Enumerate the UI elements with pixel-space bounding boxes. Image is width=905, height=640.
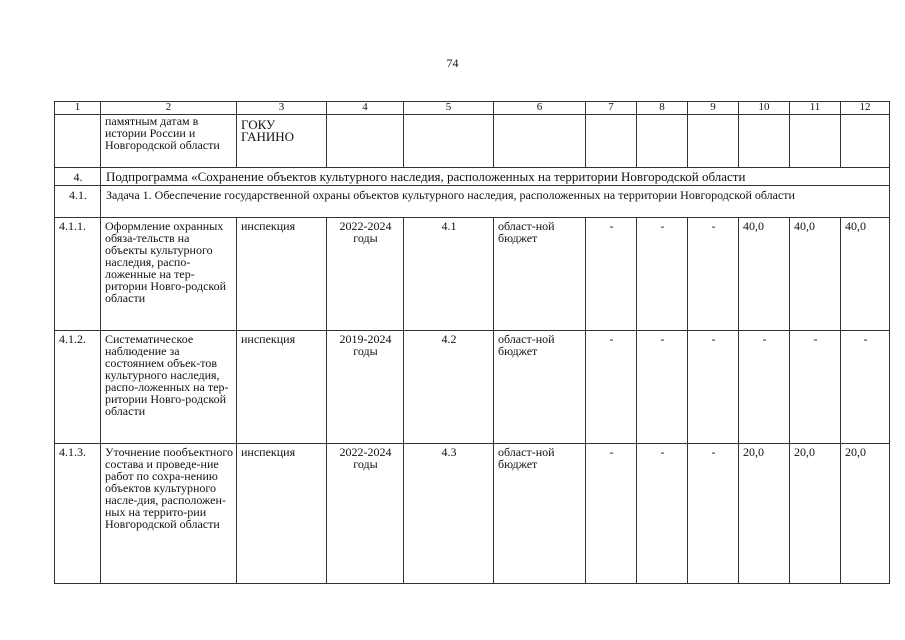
indicator-cell: 4.2 — [404, 331, 494, 444]
column-number-6: 6 — [494, 102, 586, 115]
value-cell: - — [739, 331, 790, 444]
value-cell: 20,0 — [790, 444, 841, 584]
table-header-row — [55, 102, 890, 115]
source-cell: област-ной бюджет — [494, 218, 586, 331]
source-cell — [494, 115, 586, 168]
task-title: Задача 1. Обеспечение государственной охраны объектов культурного наследия, расположенных на территории Новгородской области — [101, 186, 890, 218]
row-number-cell: 4.1.2. — [55, 331, 101, 444]
column-number-2: 2 — [101, 102, 237, 115]
column-number-4: 4 — [327, 102, 404, 115]
column-number-7: 7 — [586, 102, 637, 115]
task-number: 4.1. — [55, 186, 101, 218]
period-cell — [327, 115, 404, 168]
value-cell: - — [790, 331, 841, 444]
activity-name-cell: Систематическое наблюдение за состоянием объек-тов культурного наследия, распо-ложенных на тер-ритории Новго-родской области — [101, 331, 237, 444]
value-cell: 40,0 — [841, 218, 890, 331]
value-cell — [688, 115, 739, 168]
value-cell — [637, 115, 688, 168]
column-number-1: 1 — [55, 102, 101, 115]
value-cell: 40,0 — [739, 218, 790, 331]
value-cell: 40,0 — [790, 218, 841, 331]
table-row — [55, 444, 890, 584]
source-cell: област-ной бюджет — [494, 331, 586, 444]
value-cell: - — [688, 218, 739, 331]
indicator-cell: 4.3 — [404, 444, 494, 584]
activity-name-cell: Уточнение пообъектного состава и проведе-ние работ по сохра-нению объектов культурного насле-дия, расположен-ных на террито-рии Новгородской области — [101, 444, 237, 584]
column-number-11: 11 — [790, 102, 841, 115]
value-cell: - — [586, 331, 637, 444]
executor-cell: инспекция — [237, 444, 327, 584]
indicator-cell — [404, 115, 494, 168]
indicator-cell: 4.1 — [404, 218, 494, 331]
program-activities-table — [54, 101, 890, 584]
value-cell: - — [586, 444, 637, 584]
executor-cell: инспекция — [237, 331, 327, 444]
column-number-12: 12 — [841, 102, 890, 115]
value-cell: 20,0 — [841, 444, 890, 584]
row-number-cell — [55, 115, 101, 168]
value-cell: - — [841, 331, 890, 444]
table-row — [55, 115, 890, 168]
executor-cell: инспекция — [237, 218, 327, 331]
subprogram-title: Подпрограмма «Сохранение объектов культурного наследия, расположенных на территории Новгородской области — [101, 168, 890, 186]
period-cell: 2022-2024 годы — [327, 218, 404, 331]
row-number-cell: 4.1.1. — [55, 218, 101, 331]
row-number-cell: 4.1.3. — [55, 444, 101, 584]
period-cell: 2022-2024 годы — [327, 444, 404, 584]
value-cell: - — [688, 331, 739, 444]
activity-name-cell: памятным датам в истории России и Новгородской области — [101, 115, 237, 168]
value-cell: - — [637, 444, 688, 584]
value-cell — [586, 115, 637, 168]
value-cell: - — [637, 218, 688, 331]
task-row — [55, 186, 890, 218]
column-number-9: 9 — [688, 102, 739, 115]
period-cell: 2019-2024 годы — [327, 331, 404, 444]
value-cell: - — [586, 218, 637, 331]
page-number: 74 — [446, 56, 459, 70]
value-cell: 20,0 — [739, 444, 790, 584]
column-number-5: 5 — [404, 102, 494, 115]
value-cell: - — [637, 331, 688, 444]
value-cell — [790, 115, 841, 168]
activity-name-cell: Оформление охранных обяза-тельств на объекты культурного наследия, распо-ложенные на тер-ритории Новго-родской области — [101, 218, 237, 331]
table-row — [55, 331, 890, 444]
column-number-10: 10 — [739, 102, 790, 115]
executor-cell: ГОКУ ГАНИНО — [237, 115, 327, 168]
subprogram-row — [55, 168, 890, 186]
table-row — [55, 218, 890, 331]
value-cell — [739, 115, 790, 168]
column-number-8: 8 — [637, 102, 688, 115]
value-cell: - — [688, 444, 739, 584]
column-number-3: 3 — [237, 102, 327, 115]
source-cell: област-ной бюджет — [494, 444, 586, 584]
value-cell — [841, 115, 890, 168]
subprogram-number: 4. — [55, 168, 101, 186]
